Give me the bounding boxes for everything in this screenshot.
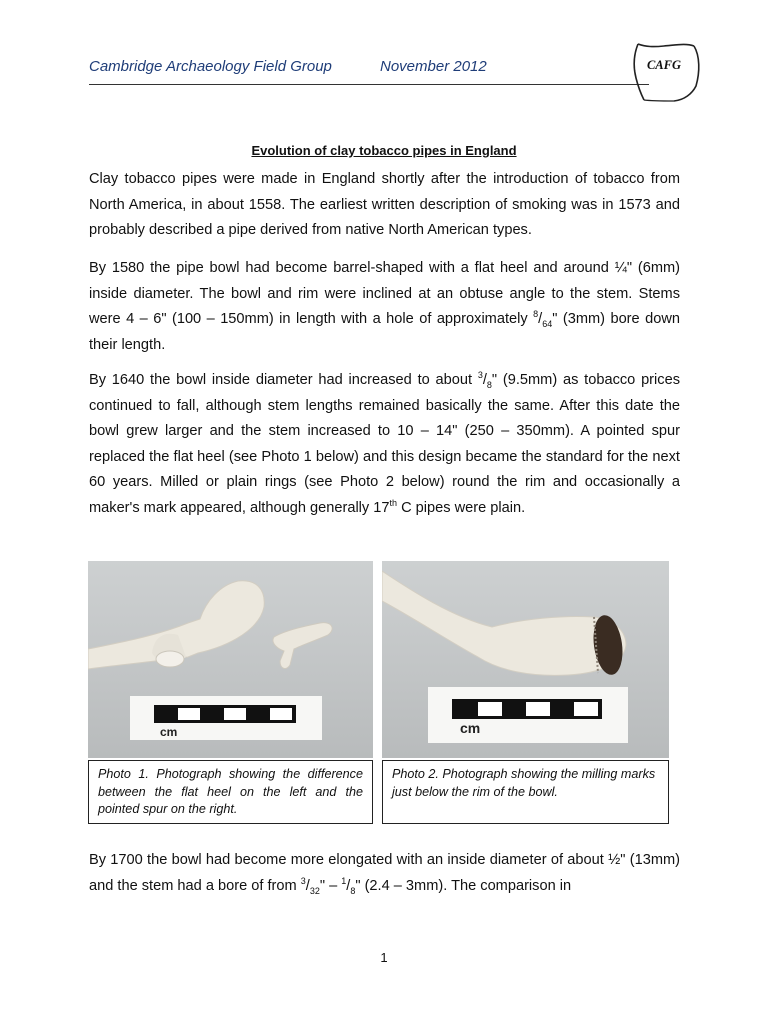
paragraph-4-text-a: By 1700 the bowl had become more elongated with an inside diameter of about ½" (13mm) and the stem had a bore of from	[89, 852, 680, 894]
fraction-numerator: 3	[477, 370, 483, 381]
paragraph-2-text-a: By 1580 the pipe bowl had become barrel-shaped with a flat heel and around ¼" (6mm) inside diameter. The bowl and rim were inclined at an obtuse angle to the stem. Stems were 4 – 6" (100 – 150mm) in length with a hole of approximately	[89, 260, 680, 327]
paragraph-3-text-b: " (9.5mm) as tobacco prices continued to fall, although stem lengths remained basically the same. After this date the bowl grew larger and the stem increased to 10 – 14" (250 – 350mm). A pointed spur replaced the flat heel (see Photo 1 below) and this design became the standard for the next 60 years. Milled or plain rings (see Photo 2 below) round the rim and occasionally a maker's mark appeared, although generally 17	[89, 372, 680, 516]
ordinal-superscript: th	[389, 497, 398, 508]
fraction-numerator: 8	[533, 309, 539, 320]
scale-label-2: cm	[460, 720, 481, 736]
fraction-slash: /	[482, 372, 487, 388]
header-date: November 2012	[380, 58, 487, 75]
photo-1-illustration	[88, 561, 373, 758]
photo-2-caption: Photo 2. Photograph showing the milling marks just below the rim of the bowl.	[382, 760, 669, 824]
header-org: Cambridge Archaeology Field Group	[89, 58, 332, 75]
fraction-numerator: 1	[341, 875, 347, 886]
fraction-denominator: 8	[486, 379, 492, 390]
fraction-slash: /	[305, 877, 310, 894]
logo-text: CAFG	[646, 58, 682, 72]
header-divider	[89, 84, 649, 85]
photo-2-illustration	[382, 561, 669, 758]
fraction-denominator: 32	[309, 885, 320, 896]
paragraph-4-text-b: " (2.4 – 3mm). The comparison in	[355, 877, 572, 894]
fraction-denominator: 64	[542, 318, 553, 329]
fraction-slash: /	[346, 877, 351, 894]
photo-2	[382, 561, 669, 758]
photo-1-caption: Photo 1. Photograph showing the difference between the flat heel on the left and the pointed spur on the right.	[88, 760, 373, 824]
document-title: Evolution of clay tobacco pipes in England	[251, 143, 517, 158]
paragraph-3-text-a: By 1640 the bowl inside diameter had increased to about	[89, 372, 478, 388]
fraction-denominator: 8	[350, 885, 356, 896]
paragraph-2	[89, 256, 680, 358]
fraction-slash: /	[538, 311, 543, 327]
page-number: 1	[380, 950, 388, 965]
fraction-numerator: 3	[300, 875, 306, 886]
paragraph-3	[89, 368, 680, 521]
scale-label-1: cm	[160, 725, 178, 739]
paragraph-1: Clay tobacco pipes were made in England shortly after the introduction of tobacco from North America, in about 1558. The earliest written description of smoking was in 1573 and probably described a pipe derived from native North American types.	[89, 171, 680, 238]
paragraph-2-text-b: " (3mm) bore down their length.	[89, 311, 680, 353]
photo-1	[88, 561, 373, 758]
paragraph-3-text-c: C pipes were plain.	[397, 499, 526, 516]
paragraph-4-text-mid: " –	[319, 877, 342, 894]
paragraph-4	[89, 848, 680, 899]
